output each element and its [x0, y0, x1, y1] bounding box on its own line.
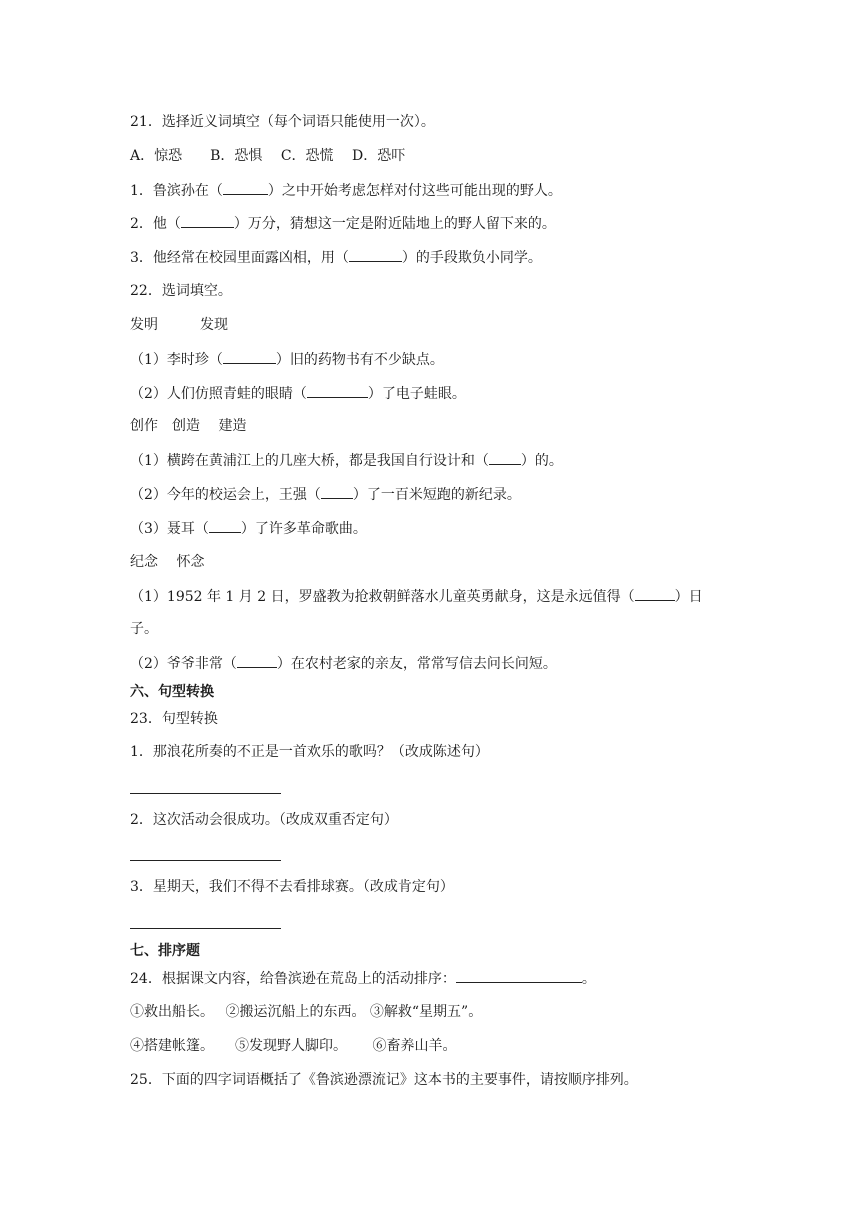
sentence-text: ）了电子蛙眼。: [367, 386, 466, 402]
question-23-sentence-3: 3．星期天，我们不得不去看排球赛。（改成肯定句）: [130, 879, 454, 895]
fill-blank[interactable]: [321, 484, 353, 499]
question-24-title: [130, 968, 596, 989]
question-23-sentence-1: 1．那浪花所奏的不正是一首欢乐的歌吗？（改成陈述句）: [130, 744, 489, 760]
question-23-title: 23．句型转换: [130, 711, 218, 727]
word-group-2: 创作 创造 建造: [130, 418, 247, 434]
sentence-text: （2）爷爷非常（: [130, 656, 237, 672]
question-21-sentence-1: [130, 180, 562, 201]
question-21-title: 21．选择近义词填空（每个词语只能使用一次）。: [130, 114, 435, 130]
question-25-title: 25．下面的四字词语概括了《鲁滨逊漂流记》这本书的主要事件，请按顺序排列。: [130, 1072, 638, 1088]
sentence-text: ）的。: [520, 453, 563, 469]
question-23-sentence-2: 2．这次活动会很成功。（改成双重否定句）: [130, 812, 398, 828]
sentence-text: 24．根据课文内容，给鲁滨逊在荒岛上的活动排序：: [130, 971, 456, 987]
question-24-items-row-1: ①救出船长。 ②搬运沉船上的东西。 ③解救“星期五”。: [130, 1004, 483, 1020]
sentence-text: （2）今年的校运会上，王强（: [130, 487, 321, 503]
fill-blank[interactable]: [456, 968, 582, 983]
fill-blank[interactable]: [181, 213, 234, 228]
fill-blank[interactable]: [209, 518, 241, 533]
fill-blank[interactable]: [349, 247, 402, 262]
word-group-3: 纪念 怀念: [130, 554, 205, 570]
fill-blank[interactable]: [237, 653, 277, 668]
sentence-text: 2．他（: [130, 216, 181, 232]
sentence-text: ）的手段欺负小同学。: [401, 250, 542, 266]
group-1-sentence-2: [130, 383, 466, 404]
group-2-sentence-2: [130, 484, 521, 505]
group-1-sentence-1: [130, 349, 444, 370]
answer-line[interactable]: [130, 860, 281, 861]
sentence-text: 。: [581, 971, 596, 987]
group-3-sentence-1-continued: 子。: [130, 621, 158, 637]
sentence-text: ）在农村老家的亲友，常常写信去问长问短。: [276, 656, 557, 672]
group-3-sentence-2: [130, 653, 557, 674]
answer-line[interactable]: [130, 928, 281, 929]
fill-blank[interactable]: [223, 349, 276, 364]
fill-blank[interactable]: [307, 383, 368, 398]
question-22-title: 22．选词填空。: [130, 283, 232, 299]
group-2-sentence-1: [130, 450, 563, 471]
fill-blank[interactable]: [635, 586, 675, 601]
sentence-text: 1．鲁滨孙在（: [130, 183, 223, 199]
fill-blank[interactable]: [223, 180, 268, 195]
question-21-sentence-3: [130, 247, 542, 268]
question-21-options: A．惊恐 B．恐惧 C．恐慌 D．恐吓: [130, 148, 406, 164]
sentence-text: （1）1952 年 1 月 2 日，罗盛教为抢救朝鲜落水儿童英勇献身，这是永远值得（: [130, 589, 635, 605]
fill-blank[interactable]: [489, 450, 521, 465]
group-3-sentence-1: [130, 586, 703, 607]
answer-line[interactable]: [130, 793, 281, 794]
sentence-text: ）了一百米短跑的新纪录。: [352, 487, 521, 503]
section-7-heading: 七、排序题: [130, 943, 200, 959]
sentence-text: ）万分，猜想这一定是附近陆地上的野人留下来的。: [233, 216, 556, 232]
sentence-text: （3）聂耳（: [130, 521, 209, 537]
sentence-text: （1）李时珍（: [130, 352, 223, 368]
sentence-text: （1）横跨在黄浦江上的几座大桥，都是我国自行设计和（: [130, 453, 489, 469]
sentence-text: ）了许多革命歌曲。: [240, 521, 367, 537]
sentence-text: （2）人们仿照青蛙的眼睛（: [130, 386, 307, 402]
sentence-text: ）旧的药物书有不少缺点。: [275, 352, 444, 368]
sentence-text: ）日: [674, 589, 703, 605]
question-24-items-row-2: ④搭建帐篷。 ⑤发现野人脚印。 ⑥畜养山羊。: [130, 1038, 457, 1054]
word-group-1: 发明 发现: [130, 317, 228, 333]
section-6-heading: 六、句型转换: [130, 684, 214, 700]
sentence-text: ）之中开始考虑怎样对付这些可能出现的野人。: [267, 183, 562, 199]
group-2-sentence-3: [130, 518, 367, 539]
sentence-text: 3．他经常在校园里面露凶相，用（: [130, 250, 349, 266]
question-21-sentence-2: [130, 213, 556, 234]
